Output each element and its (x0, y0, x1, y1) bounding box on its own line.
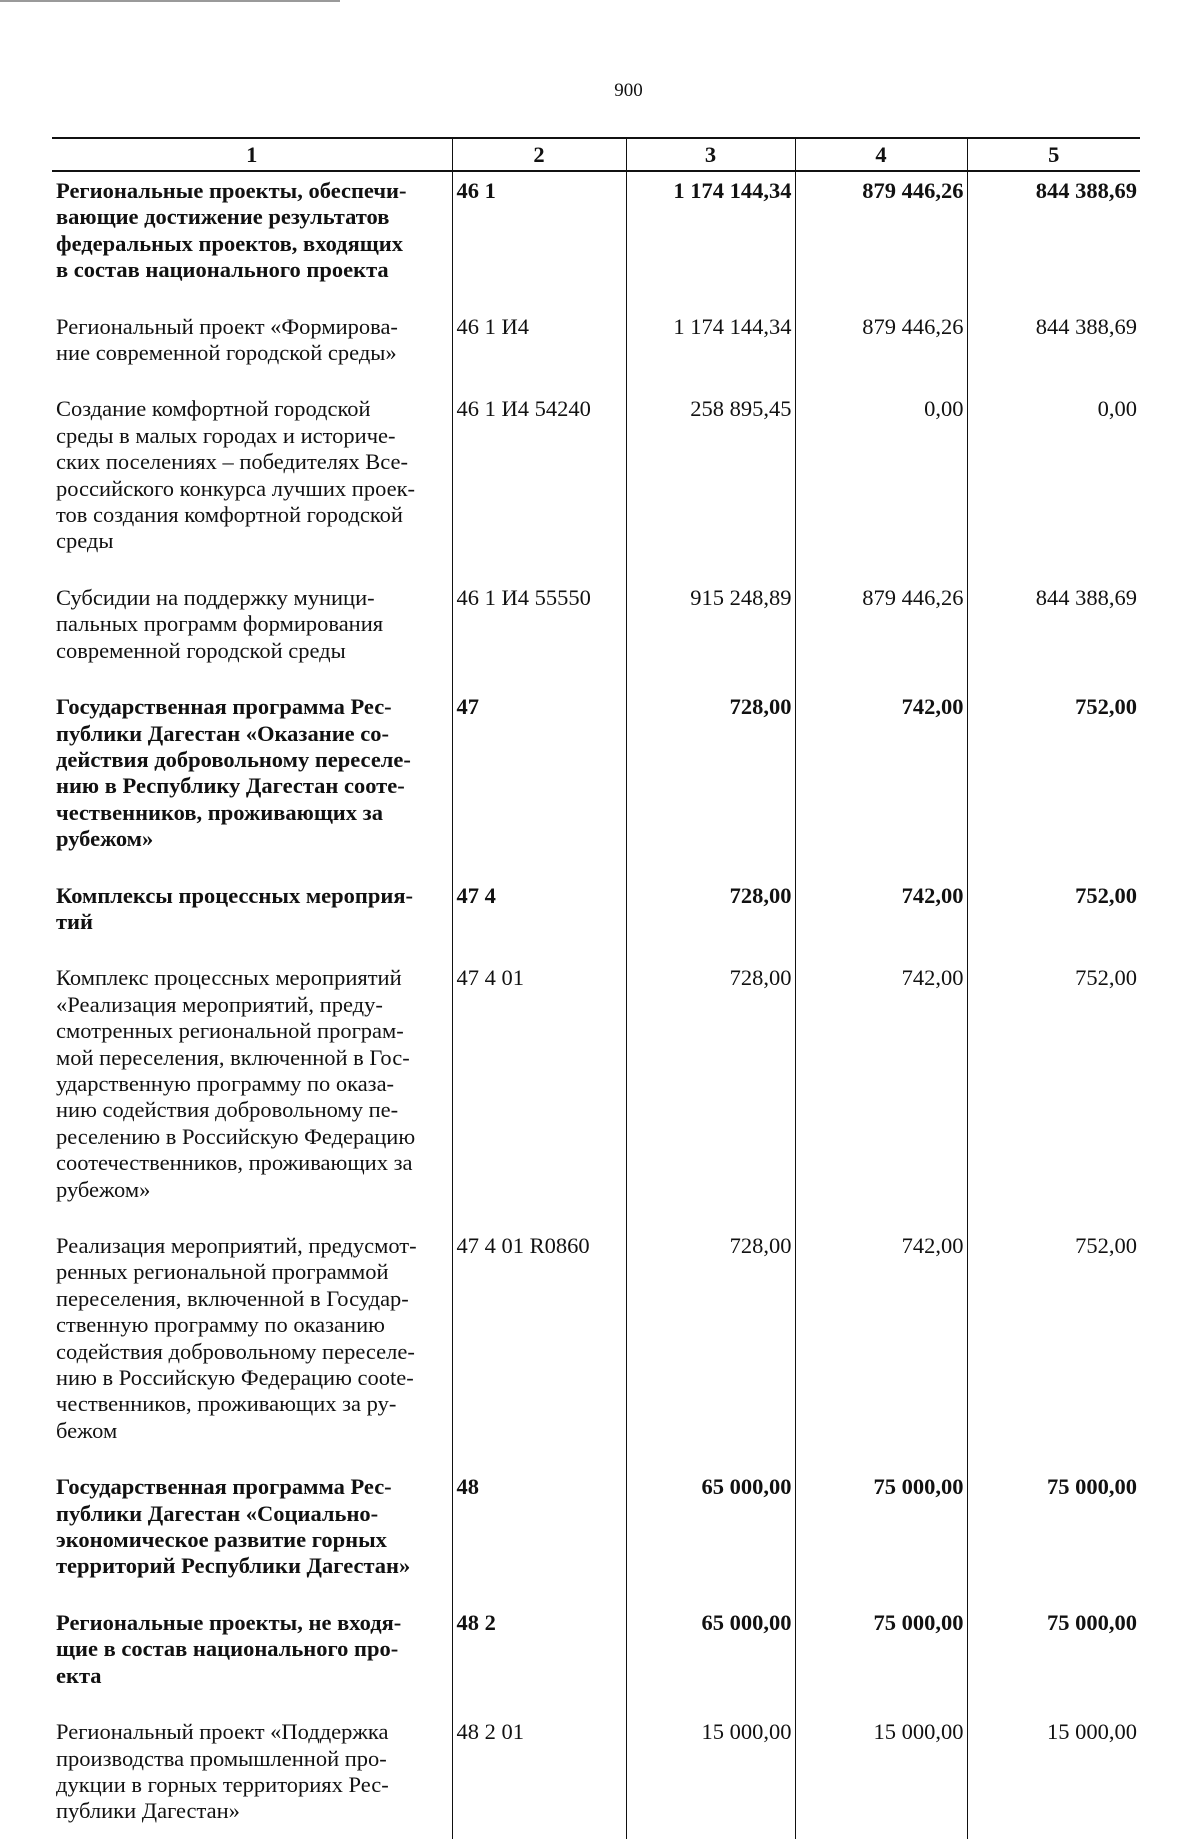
column-header-1: 1 (52, 138, 452, 171)
row-name-line: чественников, проживающих за ру- (56, 1391, 397, 1417)
table-body (52, 171, 1140, 1839)
row-value-col5: 752,00 (967, 959, 1140, 1227)
row-name-line: публики Дагестан» (56, 1798, 240, 1824)
row-name-line: Государственная программа Рес- (56, 1474, 392, 1500)
row-name-line: тий (56, 908, 93, 934)
row-name-line: ние современной городской среды» (56, 340, 397, 366)
row-name-line: в состав национального проекта (56, 257, 389, 283)
column-header-2: 2 (452, 138, 626, 171)
row-name-line: федеральных проектов, входящих (56, 230, 403, 256)
row-name-line: территорий Республики Дагестан» (56, 1553, 411, 1579)
row-value-col5: 75 000,00 (967, 1468, 1140, 1604)
row-value-col3: 258 895,45 (626, 390, 795, 578)
row-name-line: «Реализация мероприятий, преду- (56, 991, 383, 1017)
row-name-line: Региональный проект «Поддержка (56, 1719, 389, 1745)
row-name-line: Комплекс процессных мероприятий (56, 965, 402, 991)
row-name-line: бежом (56, 1417, 118, 1443)
row-name-line: ственную программу по оказанию (56, 1312, 385, 1338)
table-row (52, 1227, 1140, 1468)
column-header-4: 4 (795, 138, 967, 171)
row-name-line: среды (56, 528, 114, 554)
row-value-col3: 915 248,89 (626, 579, 795, 688)
row-value-col5: 844 388,69 (967, 171, 1140, 308)
row-name-line: смотренных региональной програм- (56, 1018, 404, 1044)
row-name-cell (52, 1604, 452, 1713)
table-row (52, 1468, 1140, 1604)
row-name-line: Создание комфортной городской (56, 396, 371, 422)
row-name-line: Региональный проект «Формирова- (56, 313, 398, 339)
row-code-cell: 46 1 (452, 171, 626, 308)
row-name-line: среды в малых городах и историче- (56, 422, 396, 448)
row-value-col5: 752,00 (967, 1227, 1140, 1468)
row-name-line: российского конкурса лучших проек- (56, 475, 416, 501)
row-value-col4: 742,00 (795, 688, 967, 876)
row-value-col3: 1 174 144,34 (626, 171, 795, 308)
row-name-cell (52, 308, 452, 391)
table-row (52, 1604, 1140, 1713)
row-name-line: вающие достижение результатов (56, 204, 390, 230)
column-header-3: 3 (626, 138, 795, 171)
row-code-cell: 48 (452, 1468, 626, 1604)
row-code-cell: 47 (452, 688, 626, 876)
row-name-line: нию в Российскую Федерацию соote- (56, 1365, 414, 1391)
row-value-col3: 15 000,00 (626, 1713, 795, 1839)
row-name-line: Реализация мероприятий, предусмот- (56, 1233, 417, 1258)
row-value-col3: 728,00 (626, 877, 795, 960)
row-name-line: Государственная программа Рес- (56, 694, 392, 720)
row-name-cell (52, 1713, 452, 1839)
row-name-line: соотечественников, проживающих за (56, 1150, 413, 1176)
table-row (52, 1713, 1140, 1839)
row-name-line: пальных программ формирования (56, 611, 384, 637)
row-name-line: содействия добровольному переселе- (56, 1338, 415, 1364)
row-name-cell (52, 959, 452, 1227)
row-name-cell (52, 1227, 452, 1468)
table-row (52, 959, 1140, 1227)
row-name-line: рубежом» (56, 1176, 151, 1202)
row-name-line: современной городской среды (56, 637, 346, 663)
budget-table (52, 137, 1140, 1839)
row-name-line: тов создания комфортной городской (56, 502, 403, 528)
row-name-line: нию содействия добровольному пе- (56, 1097, 399, 1123)
table-row (52, 579, 1140, 688)
row-name-line: переселения, включенной в Государ- (56, 1285, 409, 1311)
row-value-col3: 728,00 (626, 688, 795, 876)
row-value-col5: 844 388,69 (967, 308, 1140, 391)
row-name-line: Комплексы процессных мероприя- (56, 882, 414, 908)
row-code-cell: 46 1 И4 55550 (452, 579, 626, 688)
row-name-line: публики Дагестан «Оказание со- (56, 720, 389, 746)
row-name-line: реселению в Российскую Федерацию (56, 1123, 416, 1149)
row-value-col4: 879 446,26 (795, 308, 967, 391)
row-name-cell (52, 1468, 452, 1604)
row-name-line: щие в состав национального про- (56, 1636, 399, 1662)
row-name-cell (52, 877, 452, 960)
row-name-line: Субсидии на поддержку муници- (56, 584, 375, 610)
row-value-col5: 752,00 (967, 688, 1140, 876)
row-code-cell: 48 2 (452, 1604, 626, 1713)
page-number: 900 (614, 80, 643, 101)
row-value-col3: 65 000,00 (626, 1468, 795, 1604)
row-name-line: Региональные проекты, не входя- (56, 1609, 402, 1635)
table-row (52, 171, 1140, 308)
row-name-line: чественников, проживающих за (56, 799, 383, 825)
row-name-line: дукции в горных территориях Рес- (56, 1771, 389, 1797)
row-code-cell: 47 4 01 R0860 (452, 1227, 626, 1468)
row-name-line: экономическое развитие горных (56, 1527, 387, 1553)
row-code-cell: 47 4 (452, 877, 626, 960)
row-name-line: ударственную программу по оказа- (56, 1070, 395, 1096)
row-value-col4: 879 446,26 (795, 171, 967, 308)
scan-edge-line (0, 0, 340, 2)
table-row (52, 877, 1140, 960)
row-value-col5: 844 388,69 (967, 579, 1140, 688)
row-name-line: ских поселениях – победителях Все- (56, 449, 408, 475)
table-header-row (52, 138, 1140, 171)
row-name-line: нию в Республику Дагестан сооте- (56, 773, 405, 799)
row-value-col5: 752,00 (967, 877, 1140, 960)
row-name-line: екта (56, 1662, 102, 1688)
row-value-col3: 65 000,00 (626, 1604, 795, 1713)
row-name-line: производства промышленной про- (56, 1745, 387, 1771)
row-value-col3: 1 174 144,34 (626, 308, 795, 391)
row-name-cell (52, 171, 452, 308)
row-code-cell: 46 1 И4 54240 (452, 390, 626, 578)
row-name-cell (52, 390, 452, 578)
row-name-line: мой переселения, включенной в Гос- (56, 1044, 410, 1070)
row-name-line: рубежом» (56, 826, 154, 852)
column-header-5: 5 (967, 138, 1140, 171)
row-value-col4: 15 000,00 (795, 1713, 967, 1839)
row-code-cell: 46 1 И4 (452, 308, 626, 391)
row-name-line: ренных региональной программой (56, 1259, 389, 1285)
row-value-col5: 0,00 (967, 390, 1140, 578)
row-value-col4: 742,00 (795, 877, 967, 960)
row-name-line: действия добровольному переселе- (56, 746, 411, 772)
row-name-line: Региональные проекты, обеспечи- (56, 178, 407, 203)
row-code-cell: 48 2 01 (452, 1713, 626, 1839)
row-value-col3: 728,00 (626, 959, 795, 1227)
row-value-col4: 879 446,26 (795, 579, 967, 688)
row-value-col3: 728,00 (626, 1227, 795, 1468)
row-value-col5: 75 000,00 (967, 1604, 1140, 1713)
row-value-col5: 15 000,00 (967, 1713, 1140, 1839)
table-row (52, 688, 1140, 876)
row-code-cell: 47 4 01 (452, 959, 626, 1227)
table-row (52, 390, 1140, 578)
row-value-col4: 0,00 (795, 390, 967, 578)
row-value-col4: 75 000,00 (795, 1604, 967, 1713)
row-value-col4: 742,00 (795, 1227, 967, 1468)
row-name-cell (52, 579, 452, 688)
row-name-line: публики Дагестан «Социально- (56, 1500, 379, 1526)
row-value-col4: 75 000,00 (795, 1468, 967, 1604)
row-value-col4: 742,00 (795, 959, 967, 1227)
row-name-cell (52, 688, 452, 876)
table-row (52, 308, 1140, 391)
